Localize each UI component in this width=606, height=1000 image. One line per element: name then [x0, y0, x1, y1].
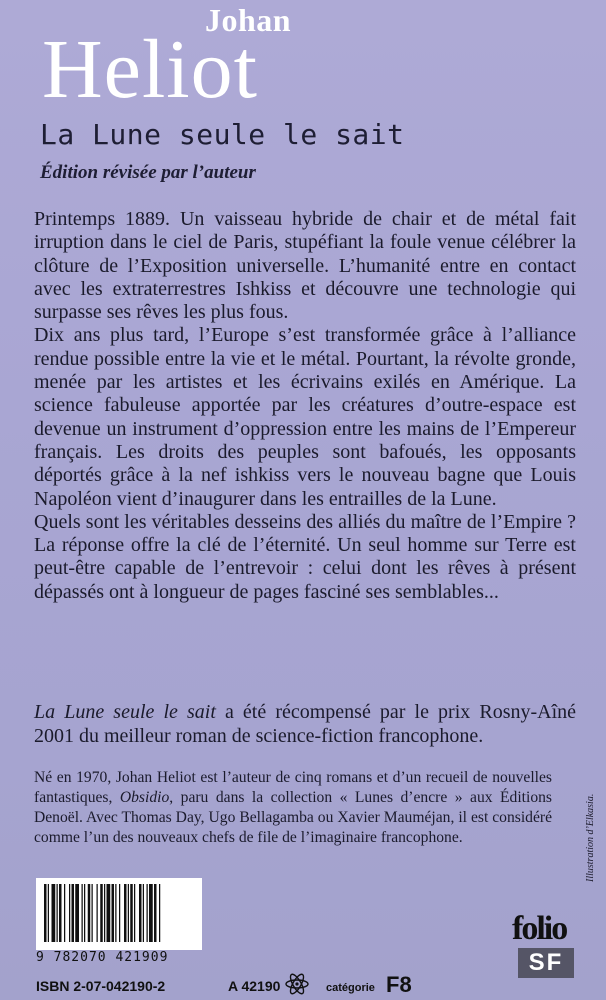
bio-part-2: , paru dans la collection « Lunes d’encre » aux Éditions Denoël. Avec Thomas Day, Ugo Bellagamba ou Xavier Mauméjan, il est considéré comme l’un des nouveaux chefs de file de l’imaginaire francophone. [34, 789, 553, 846]
barcode-bar [147, 884, 148, 942]
logo-sf-text: SF [518, 948, 574, 978]
barcode-bar [82, 884, 83, 942]
barcode-bar [57, 884, 58, 942]
barcode-bar [84, 884, 85, 942]
barcode-bar [69, 884, 70, 942]
isbn: ISBN 2-07-042190-2 [36, 978, 166, 994]
barcode-bar [52, 884, 56, 942]
barcode-bar [143, 884, 144, 942]
barcode-bar [59, 884, 62, 942]
book-title: La Lune seule le sait [40, 118, 405, 151]
price-code: A 42190 [228, 978, 281, 994]
barcode-bar [104, 884, 105, 942]
synopsis-paragraph-1: Printemps 1889. Un vaisseau hybride de chair et de métal fait irruption dans le ciel de Paris, stupéfiant la foule venue célébrer la clôture de l’Exposition universelle. L’humanité entre en contact avec les extraterrestres Ishkiss et découvre une technologie qui surpasse ses rêves les plus fous. [34, 208, 576, 324]
barcode-bar [119, 884, 120, 942]
barcode-bar [97, 884, 98, 942]
book-subtitle: Édition révisée par l’auteur [40, 162, 256, 183]
barcode-bar [124, 884, 127, 942]
barcode-bar [128, 884, 129, 942]
award-book-title: La Lune seule le sait [34, 701, 216, 723]
award-notice [34, 700, 576, 748]
barcode-bar [115, 884, 116, 942]
barcode-bar [88, 884, 91, 942]
barcode-bar [64, 884, 65, 942]
barcode-bar [159, 884, 160, 942]
barcode-bar [44, 884, 47, 942]
synopsis-paragraph-3: Quels sont les véritables desseins des alliés du maître de l’Empire ? La réponse offre la clé de l’éternité. Un seul homme sur Terre est peut-être capable de l’entrevoir : celui dont les rêves à présent dépassés ont à longueur de pages fasciné ses semblables... [34, 510, 576, 603]
barcode-bar [75, 884, 79, 942]
author-first-name: Johan [205, 2, 292, 38]
author-last-name: Heliot [42, 23, 258, 116]
barcode-bar [92, 884, 93, 942]
barcode-bar [72, 884, 75, 942]
barcode [36, 878, 211, 978]
atom-icon [283, 972, 311, 996]
barcode-bar [107, 884, 111, 942]
synopsis-paragraph-2: Dix ans plus tard, l’Europe s’est transformée grâce à l’alliance rendue possible entre la vie et le métal. Pourtant, la révolte gronde, menée par les artistes et les écrivains exilés en Amérique. La science fabuleuse apportée par les créatures d’outre-espace est devenue un instrument d’oppression entre les mains de l’Empereur français. Les droits des peuples sont bafoués, les opposants déportés grâce à la nef ishkiss vers le nouveau bagne que Louis Napoléon vient d’inaugurer dans les entrailles de la Lune. [34, 324, 576, 510]
barcode-bar [112, 884, 115, 942]
barcode-digits: 9 782070 421909 [36, 950, 169, 965]
barcode-bar [100, 884, 103, 942]
barcode-bar [154, 884, 157, 942]
barcode-bar [149, 884, 153, 942]
logo-folio-text: folio [512, 910, 567, 947]
bio-part-1: Né en 1970, Johan Heliot est l’auteur de cinq romans et d’un recueil de nouvelles fantastiques, [34, 769, 552, 806]
illustration-credit: Illustration d’Elkasia. [585, 793, 596, 882]
award-text: a été récompensé par le prix Rosny-Aîné 2001 du meilleur roman de science-fiction francophone. [34, 701, 577, 747]
synopsis [34, 208, 576, 604]
bio-work-title: Obsidio [119, 789, 170, 806]
barcode-bars [36, 878, 202, 950]
barcode-bar [48, 884, 49, 942]
category-label: catégorie [326, 982, 375, 994]
author-bio [34, 768, 552, 848]
barcode-bar [130, 884, 133, 942]
folio-sf-logo [510, 912, 580, 982]
barcode-bar [139, 884, 142, 942]
category-value: F8 [386, 972, 412, 997]
barcode-bar [134, 884, 135, 942]
